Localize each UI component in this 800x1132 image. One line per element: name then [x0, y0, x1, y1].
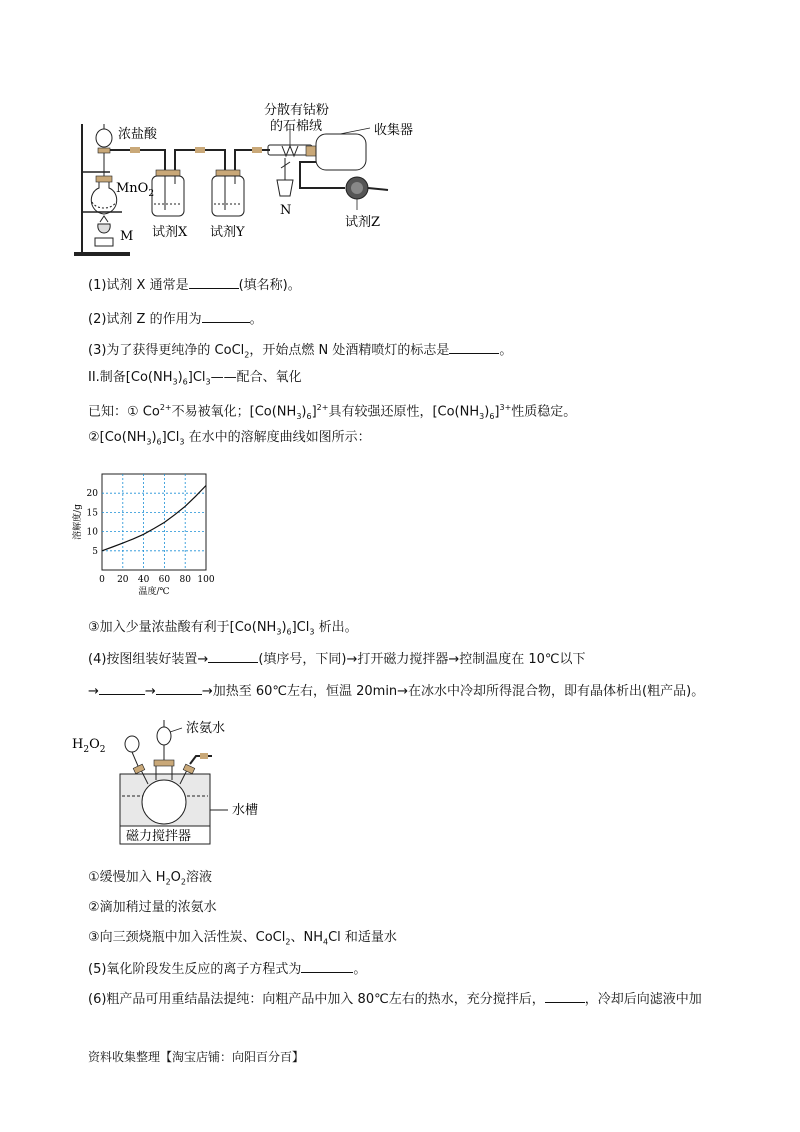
question-3: (3)为了获得更纯净的 CoCl$_2$，开始点燃 N 处酒精喷灯的标志是 。 [88, 343, 513, 360]
label-hcl: 浓盐酸 [118, 127, 158, 142]
chart-frame [102, 474, 206, 570]
label-h2o2: $H_2O_2$ [72, 737, 106, 755]
answer-blank [99, 682, 145, 695]
label-reagent-z: 试剂Z [345, 215, 381, 230]
y-axis-label: 溶解度/g [73, 504, 83, 540]
x-tick-label: 0 [99, 575, 105, 585]
answer-blank [202, 310, 250, 323]
solubility-chart [68, 466, 218, 606]
answer-blank [301, 960, 353, 973]
question-4-line2: → → →加热至 60℃左右，恒温 20min→在冰水中冷却所得混合物，即有晶体析出(粗产品)。 [88, 684, 705, 699]
label-ammonia: 浓氨水 [186, 721, 226, 736]
apparatus-diagram-2 [60, 714, 320, 854]
y-tick-label: 10 [86, 527, 98, 538]
question-4-line1: (4)按图组装好装置→ (填序号，下同)→打开磁力搅拌器→控制温度在 10℃以下 [88, 652, 586, 667]
x-tick-label: 40 [137, 575, 150, 585]
y-tick-label: 20 [86, 489, 98, 500]
x-tick-label: 100 [197, 575, 215, 585]
question-5: (5)氧化阶段发生反应的离子方程式为 。 [88, 962, 367, 977]
x-tick-label: 60 [158, 575, 171, 585]
option-3: ③向三颈烧瓶中加入活性炭、CoCl$_2$、$NH_4Cl$ 和适量水 [88, 930, 397, 947]
answer-blank [208, 650, 258, 663]
section-ii-heading: II.制备$[Co(NH_3)_6]Cl_3——$配合、氧化 [88, 370, 302, 387]
label-n: N [280, 203, 292, 218]
question-1: (1)试剂 X 通常是 (填名称)。 [88, 278, 301, 293]
x-tick-label: 80 [179, 575, 191, 585]
label-mno2: MnO$_2$ [116, 181, 155, 199]
footer-source: 资料收集整理【淘宝店铺：向阳百分百】 [88, 1050, 305, 1064]
solubility-curve [102, 486, 206, 551]
known-condition-2: $②[Co(NH_3)_6]Cl_3$ 在水中的溶解度曲线如图所示： [88, 430, 371, 447]
question-6: (6)粗产品可用重结晶法提纯：向粗产品中加入 80℃左右的热水，充分搅拌后， ，冷却后向滤液中加 [88, 992, 702, 1007]
known-condition-3: ③加入少量浓盐酸有利于$[Co(NH_3)_6]Cl_3$ 析出。 [88, 620, 358, 637]
answer-blank [156, 682, 202, 695]
y-tick-label: 5 [92, 546, 98, 557]
option-1: ①缓慢加入 $H_2O_2$溶液 [88, 870, 212, 887]
answer-blank [449, 341, 499, 354]
answer-blank [189, 276, 239, 289]
label-m: M [120, 229, 134, 244]
label-cobalt-line1: 分散有钴粉 [264, 103, 330, 118]
label-collector: 收集器 [374, 123, 414, 138]
label-reagent-x: 试剂X [152, 225, 188, 240]
known-condition-1: 已知：① $Co^{2+}$不易被氧化；$[Co(NH_3)_6]^{2+}$具有较强还原性，$[Co(NH_3)_6]^{3+}$性质稳定。 [88, 403, 577, 421]
x-axis-label: 温度/℃ [138, 587, 170, 597]
label-water-bath: 水槽 [232, 803, 259, 818]
label-magnetic-stirrer: 磁力搅拌器 [126, 829, 192, 844]
question-2: (2)试剂 Z 的作用为 。 [88, 312, 263, 327]
answer-blank [545, 990, 585, 1003]
label-reagent-y: 试剂Y [210, 225, 245, 240]
option-2: ②滴加稍过量的浓氨水 [88, 900, 217, 915]
apparatus-diagram-1 [0, 0, 800, 270]
label-cobalt-line2: 的石棉绒 [270, 119, 323, 134]
x-tick-label: 20 [117, 575, 129, 585]
y-tick-label: 15 [86, 508, 98, 519]
